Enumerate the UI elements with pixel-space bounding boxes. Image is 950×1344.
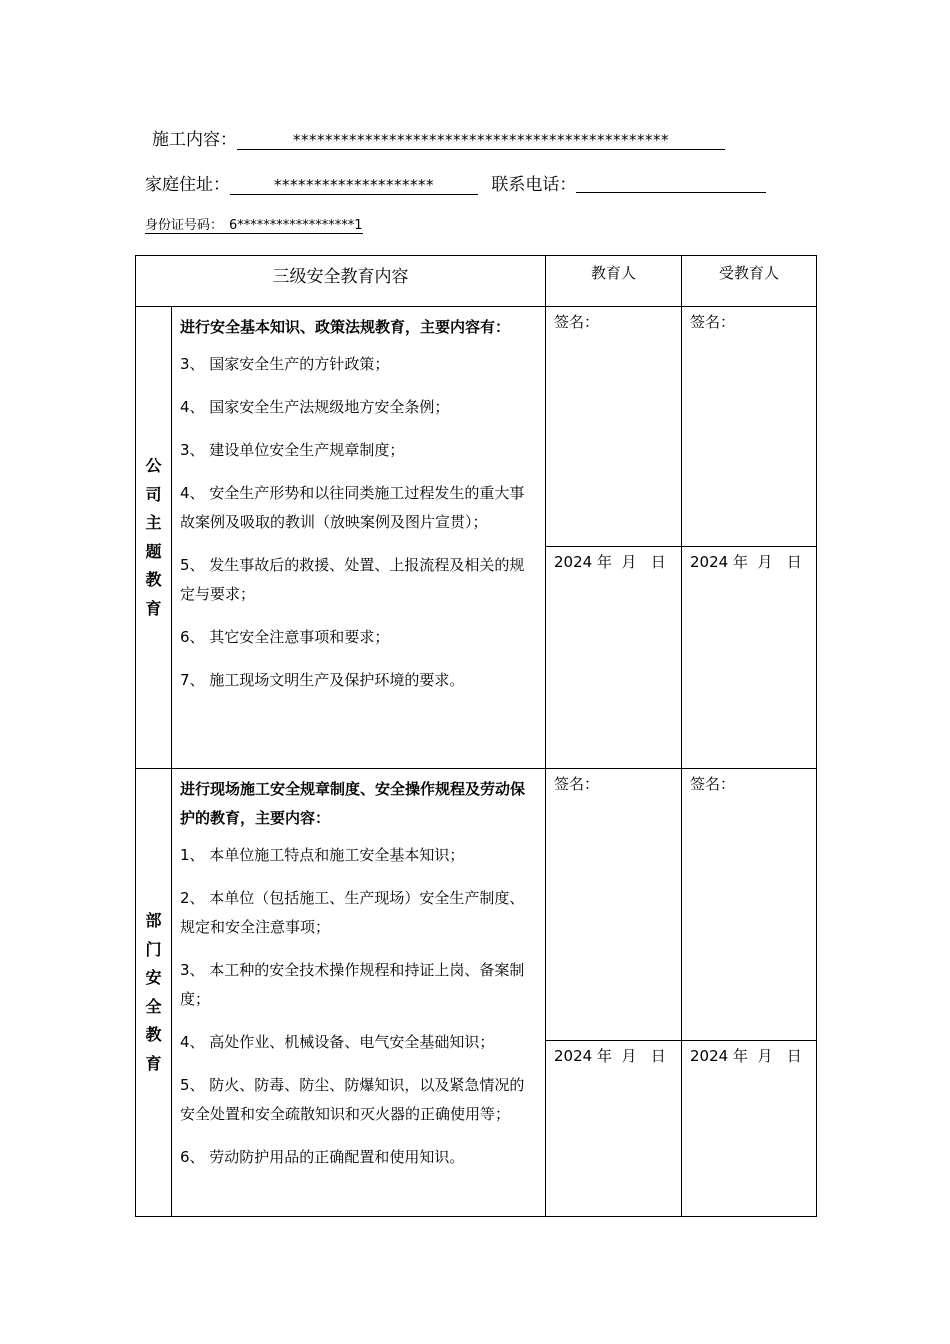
list-item: 4、 安全生产形势和以往同类施工过程发生的重大事故案例及吸取的教训（放映案例及图片宣贯）； [180, 484, 525, 531]
header-educated: 受教育人 [682, 256, 817, 307]
educated-date-cell[interactable]: 2024 年 月 日 [682, 1041, 817, 1217]
list-item: 7、 施工现场文明生产及保护环境的要求。 [180, 671, 465, 689]
id-label: 身份证号码： [145, 218, 224, 233]
educator-sign-cell[interactable]: 签名： [546, 307, 682, 547]
educated-sign-cell[interactable]: 签名： [682, 769, 817, 1041]
address-label: 家庭住址： [145, 175, 230, 195]
id-row [145, 214, 363, 233]
table-header-row [136, 256, 817, 307]
list-item: 2、 本单位（包括施工、生产现场）安全生产制度、规定和安全注意事项； [180, 889, 525, 936]
list-item: 3、 国家安全生产的方针政策； [180, 355, 390, 373]
header-content: 三级安全教育内容 [136, 256, 546, 307]
list-item: 6、 其它安全注意事项和要求； [180, 628, 390, 646]
address-row [145, 170, 766, 195]
list-item: 5、 发生事故后的救援、处置、上报流程及相关的规定与要求； [180, 556, 525, 603]
education-table [135, 255, 817, 1217]
section-heading: 进行安全基本知识、政策法规教育，主要内容有： [180, 318, 511, 336]
address-field[interactable]: ******************** [230, 176, 478, 195]
list-item: 4、 高处作业、机械设备、电气安全基础知识； [180, 1033, 495, 1051]
section-department-top [136, 769, 817, 1041]
list-item: 3、 本工种的安全技术操作规程和持证上岗、备案制度； [180, 961, 525, 1008]
section-company-top [136, 307, 817, 547]
side-label-department: 部 门 安 全 教 育 [136, 769, 172, 1217]
educator-date-cell[interactable]: 2024 年 月 日 [546, 1041, 682, 1217]
educator-sign-cell[interactable]: 签名： [546, 769, 682, 1041]
phone-label: 联系电话： [491, 175, 577, 195]
section-content-company [172, 307, 546, 769]
educated-sign-cell[interactable]: 签名： [682, 307, 817, 547]
section-content-department [172, 769, 546, 1217]
list-item: 6、 劳动防护用品的正确配置和使用知识。 [180, 1148, 465, 1166]
educated-date-cell[interactable]: 2024 年 月 日 [682, 547, 817, 769]
list-item: 5、 防火、防毒、防尘、防爆知识，以及紧急情况的安全处置和安全疏散知识和灭火器的正确使用等； [180, 1076, 525, 1123]
phone-field[interactable] [576, 174, 766, 193]
list-item: 4、 国家安全生产法规级地方安全条例； [180, 398, 450, 416]
side-label-company: 公 司 主 题 教 育 [136, 307, 172, 769]
section-heading: 进行现场施工安全规章制度、安全操作规程及劳动保护的教育，主要内容： [180, 780, 526, 827]
list-item: 1、 本单位施工特点和施工安全基本知识； [180, 846, 465, 864]
construction-row [152, 125, 725, 150]
construction-field[interactable]: *********************************************** [237, 131, 725, 150]
list-item: 3、 建设单位安全生产规章制度； [180, 441, 405, 459]
educator-date-cell[interactable]: 2024 年 月 日 [546, 547, 682, 769]
id-field[interactable]: 6******************1 [229, 218, 363, 233]
header-educator: 教育人 [546, 256, 682, 307]
construction-label: 施工内容： [152, 130, 237, 150]
